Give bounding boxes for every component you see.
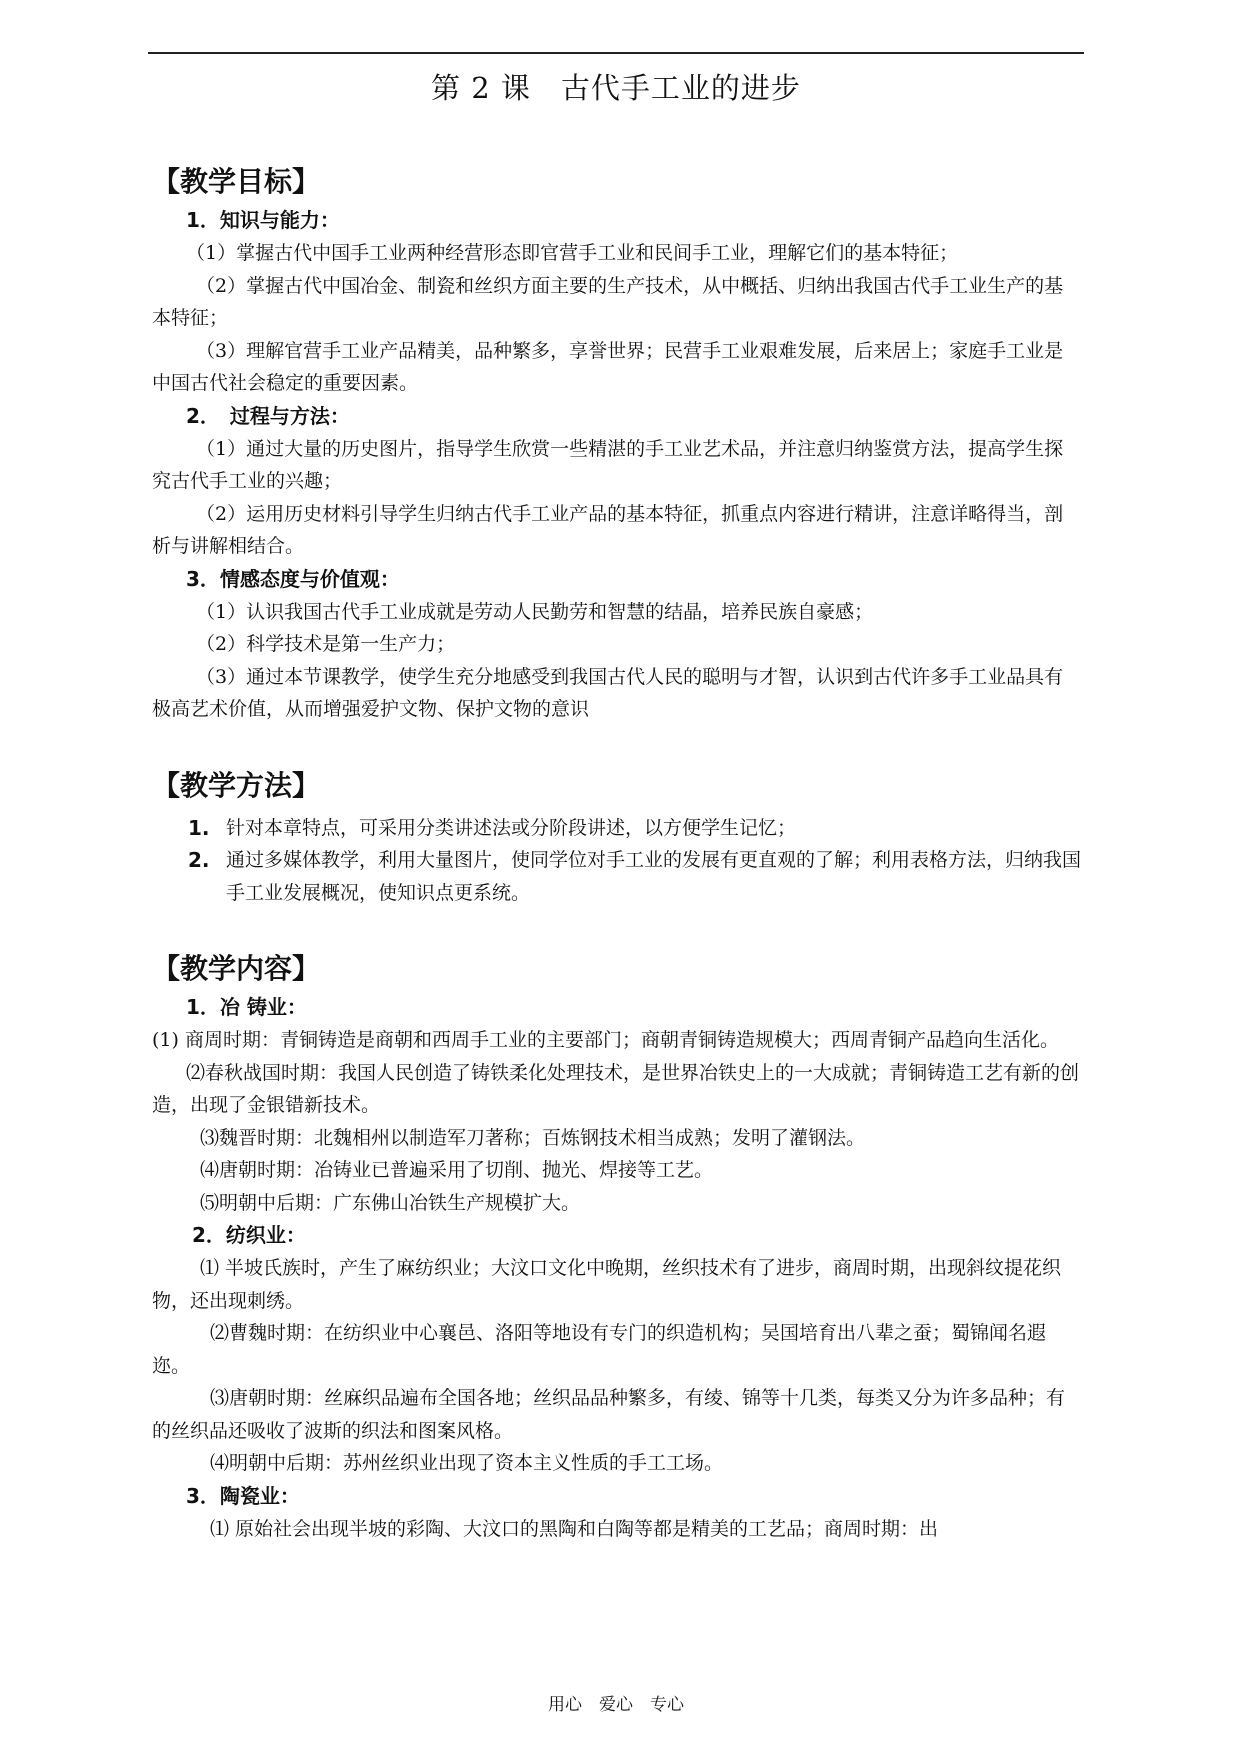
ceramics-heading: 3．陶瓷业： [186, 1483, 300, 1508]
metallurgy-item-2: ⑵春秋战国时期：我国人民创造了铸铁柔化处理技术，是世界冶铁史上的一大成就；青铜铸造工艺有新的创造，出现了金银错新技术。 [152, 1061, 1080, 1116]
process-heading: 2． 过程与方法： [186, 403, 350, 428]
method-text-2: 通过多媒体教学，利用大量图片，使同学位对手工业的发展有更直观的了解；利用表格方法，归纳我国手工业发展概况，使知识点更系统。 [226, 849, 1082, 904]
process-item-1: （1）通过大量的历史图片，指导学生欣赏一些精湛的手工业艺术品，并注意归纳鉴赏方法，提高学生探究古代手工业的兴趣； [152, 437, 1064, 492]
method-number-1: 1. [188, 815, 210, 840]
method-number-2: 2. [188, 848, 210, 872]
values-heading: 3．情感态度与价值观： [186, 566, 400, 591]
method-item-2 [152, 844, 1082, 909]
objectives-heading: 【教学目标】 [152, 165, 321, 198]
section-gap [152, 909, 1082, 947]
textile-item-4: ⑷明朝中后期：苏州丝织业出现了资本主义性质的手工工场。 [210, 1452, 724, 1474]
methods-heading: 【教学方法】 [152, 768, 321, 802]
top-rule [148, 52, 1084, 54]
metallurgy-item-4: ⑷唐朝时期：冶铸业已普遍采用了切削、抛光、焊接等工艺。 [200, 1159, 714, 1181]
content-heading: 【教学内容】 [152, 952, 321, 985]
process-item-2: （2）运用历史材料引导学生归纳古代手工业产品的基本特征，抓重点内容进行精讲，注意详略得当，剖析与讲解相结合。 [152, 502, 1064, 557]
metallurgy-item-3: ⑶魏晋时期：北魏相州以制造军刀著称；百炼钢技术相当成熟；发明了灌钢法。 [200, 1126, 866, 1149]
method-item-1 [152, 812, 1082, 845]
textile-item-1: ⑴ 半坡氏族时，产生了麻纺织业；大汶口文化中晚期，丝织技术有了进步，商周时期，出现斜纹提花织物，还出现刺绣。 [152, 1257, 1062, 1312]
metallurgy-item-5: ⑸明朝中后期：广东佛山冶铁生产规模扩大。 [200, 1191, 581, 1214]
metallurgy-item-1: (1) 商周时期：青铜铸造是商朝和西周手工业的主要部门；商朝青铜铸造规模大；西周青铜产品趋向生活化。 [152, 1029, 1059, 1051]
document-body [152, 160, 1082, 1545]
methods-list [152, 812, 1082, 910]
ceramics-item-1: ⑴ 原始社会出现半坡的彩陶、大汶口的黑陶和白陶等都是精美的工艺品；商周时期：出 [210, 1517, 939, 1540]
page-title: 第 2 课 古代手工业的进步 [431, 71, 801, 105]
textile-item-3: ⑶唐朝时期：丝麻织品遍布全国各地；丝织品品种繁多，有绫、锦等十几类，每类又分为许多品种；有的丝织品还吸收了波斯的织法和图案风格。 [152, 1387, 1066, 1442]
knowledge-item-2: （2）掌握古代中国冶金、制瓷和丝织方面主要的生产技术，从中概括、归纳出我国古代手工业生产的基本特征； [152, 274, 1064, 329]
page-footer: 用心 爱心 专心 [548, 1695, 684, 1715]
values-item-1: （1）认识我国古代手工业成就是劳动人民勤劳和智慧的结晶，培养民族自豪感； [196, 600, 874, 623]
section-gap [152, 726, 1082, 764]
knowledge-item-3: （3）理解官营手工业产品精美，品种繁多，享誉世界；民营手工业艰难发展，后来居上；家庭手工业是中国古代社会稳定的重要因素。 [152, 339, 1064, 394]
textile-item-2: ⑵曹魏时期：在纺织业中心襄邑、洛阳等地设有专门的织造机构；吴国培育出八辈之蚕；蜀锦闻名遐迩。 [152, 1322, 1047, 1377]
knowledge-heading: 1．知识与能力： [186, 208, 340, 232]
metallurgy-heading: 1．冶 铸业： [186, 995, 307, 1019]
values-item-3: （3）通过本节课教学，使学生充分地感受到我国古代人民的聪明与才智，认识到古代许多手工业品具有极高艺术价值，从而增强爱护文物、保护文物的意识 [152, 665, 1064, 720]
values-item-2: （2）科学技术是第一生产力； [196, 633, 456, 655]
knowledge-item-1: （1）掌握古代中国手工业两种经营形态即官营手工业和民间手工业，理解它们的基本特征； [186, 242, 959, 264]
method-text-1: 针对本章特点，可采用分类讲述法或分阶段讲述，以方便学生记忆； [226, 816, 797, 839]
textile-heading: 2．纺织业： [192, 1223, 306, 1247]
